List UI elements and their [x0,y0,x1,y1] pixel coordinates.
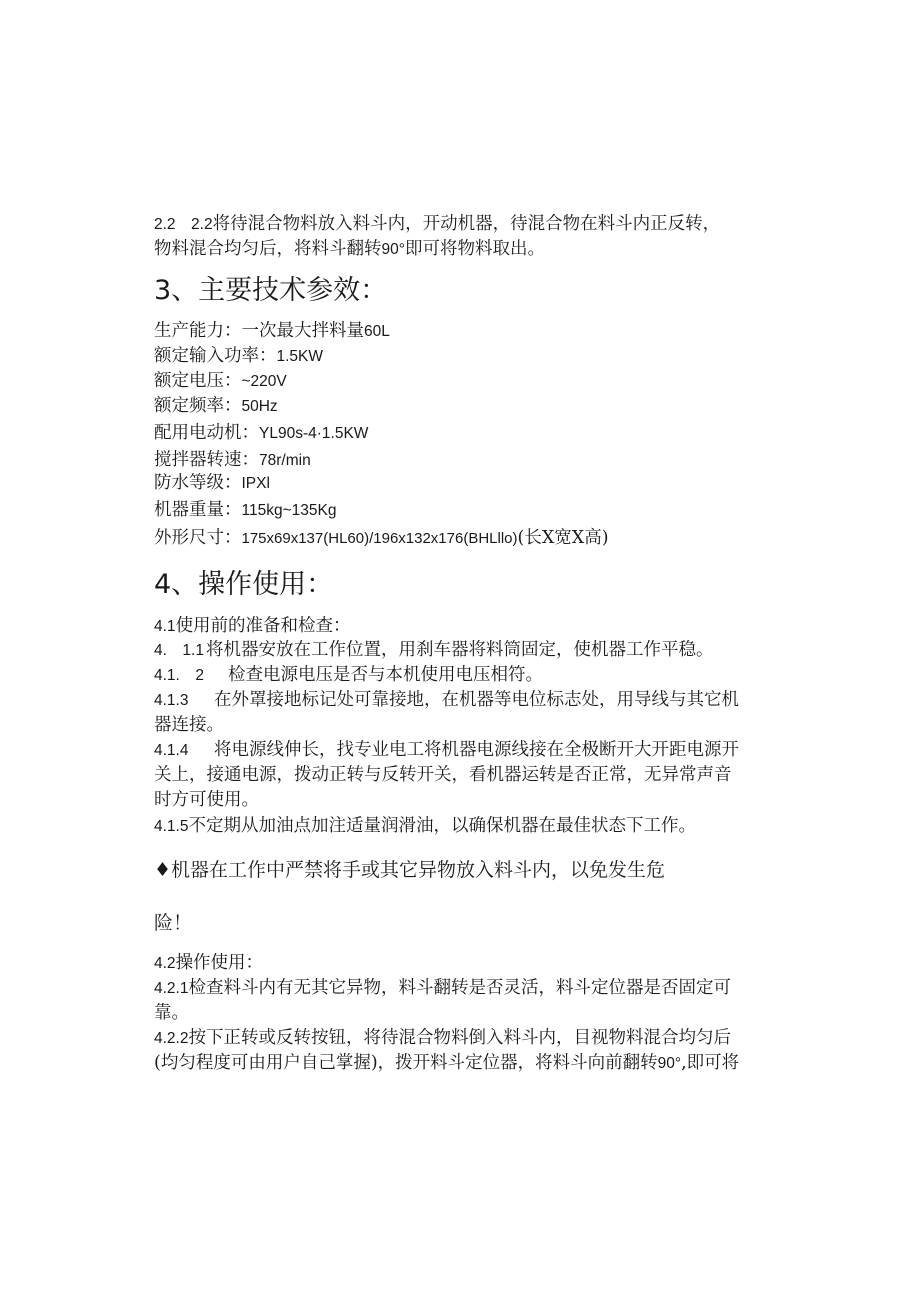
param-value: 78r/min [259,452,311,469]
paragraph-text: ,即可将 [681,1053,740,1073]
param-label: 额定频率： [154,396,242,416]
paragraph-text: 在外罩接地标记处可靠接地，在机器等电位标志处，用导线与其它机 [214,690,739,710]
section-number: 4.2.2 [154,1030,189,1047]
param-value: 50Hz [241,398,278,415]
param-value: 115kg~135Kg [241,502,337,519]
section-4-1-1 [154,638,714,663]
section-4-2-2-line-1 [154,1026,731,1051]
param-value: YL90s-4·1.5KW [259,425,369,442]
param-value: ~220V [241,373,287,390]
param-row [154,344,323,369]
param-row [154,471,270,496]
paragraph-text: 将电源线伸长，找专业电工将机器电源线接在全极断开大开距电源开 [214,740,739,760]
param-label: 搅拌器转速： [154,450,259,470]
param-label: 生产能力：一次最大拌料量 [154,321,364,341]
param-label: 外形尺寸： [154,528,242,548]
heading-main-params: 3、主要技术参效： [154,275,388,306]
section-4-2 [154,951,263,976]
section-number: 4.2.1 [154,980,189,997]
paragraph-text: 即可将物料取出。 [404,239,545,259]
angle-value: 90° [381,241,405,258]
heading-operation: 4、操作使用： [154,569,334,600]
paragraph-text: 将机器安放在工作位置，用刹车器将料筒固定，使机器工作平稳。 [206,640,714,660]
section-number: 4.1 [154,618,176,635]
param-suffix: (长X宽X高) [517,528,609,548]
paragraph-text: 操作使用： [175,953,264,973]
section-number: 2.2 2.2 [154,216,213,233]
param-label: 额定电压： [154,371,242,391]
section-number: 4.1.3 [154,692,189,709]
param-value: 60L [364,323,390,340]
section-4-1-4-line-3: 时方可使用。 [154,790,259,810]
section-4-1-2 [154,663,543,688]
warning-line-2: 险！ [154,912,193,934]
section-4-1-3-line-1 [154,688,739,713]
param-label: 配用电动机： [154,423,259,443]
section-number: 4.2 [154,955,176,972]
section-number: 4.1.5 [154,818,189,835]
section-4-2-1-line-1 [154,976,731,1001]
param-row [154,448,311,473]
param-value: IPXl [241,475,270,492]
paragraph-text: 检查电源电压是否与本机使用电压相符。 [228,665,543,685]
section-2-2-line-2 [154,237,545,262]
section-4-1-4-line-1 [154,738,739,763]
section-4-1-3-line-2: 器连接。 [154,715,224,735]
section-number: 4.1.4 [154,742,189,759]
param-label: 机器重量： [154,500,242,520]
paragraph-text: 按下正转或反转按钮，将待混合物料倒入料斗内，目视物料混合均匀后 [188,1028,731,1048]
section-4-1-4-line-2: 关上，接通电源，拨动正转与反转开关，看机器运转是否正常，无异常声音 [154,765,732,785]
param-label: 防水等级： [154,473,242,493]
param-label: 额定输入功率： [154,346,277,366]
angle-value: 90° [657,1055,682,1072]
param-row [154,421,368,446]
param-row [154,369,287,394]
paragraph-text: 使用前的准备和检查： [175,616,351,636]
paragraph-text: 将待混合物料放入料斗内，开动机器，待混合物在料斗内正反转， [212,214,721,234]
section-4-2-1-line-2: 靠。 [154,1003,189,1023]
paragraph-text: 检查料斗内有无其它异物，料斗翻转是否灵活，料斗定位器是否固定可 [188,978,731,998]
param-row [154,526,609,551]
section-number: 4.1. 2 [154,667,204,684]
paragraph-text: 物料混合均匀后，将料斗翻转 [154,239,382,259]
section-number: 4. 1.1 [154,642,204,659]
section-4-1-5 [154,814,696,839]
param-row [154,498,336,523]
param-row [154,394,278,419]
section-4-2-2-line-2 [154,1051,739,1076]
param-value: 1.5KW [276,348,324,365]
param-value: 175x69x137(HL60)/196x132x176(BHLllo) [241,530,518,547]
section-4-1 [154,614,351,639]
warning-line-1: ♦机器在工作中严禁将手或其它异物放入料斗内，以免发生危 [154,859,666,881]
section-2-2-line-1 [154,212,720,237]
paragraph-text: 不定期从加油点加注适量润滑油，以确保机器在最佳状态下工作。 [188,816,696,836]
paragraph-text: (均匀程度可由用户自己掌握)，拨开料斗定位器，将料斗向前翻转 [154,1053,658,1073]
param-row [154,319,390,344]
